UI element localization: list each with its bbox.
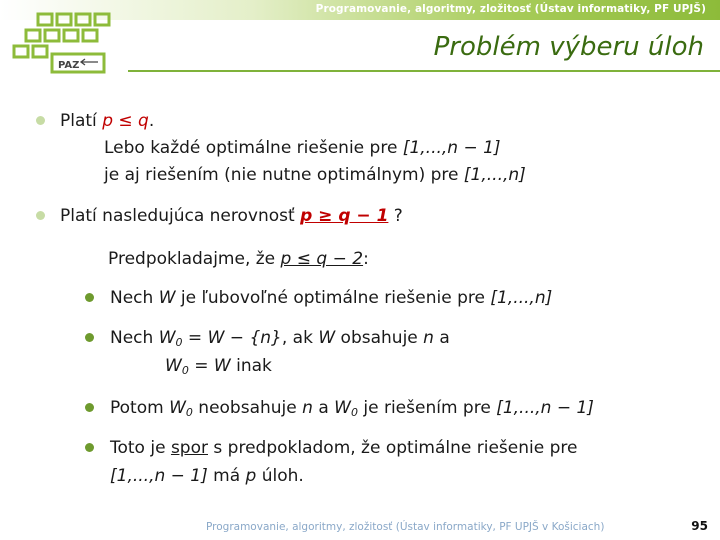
bullet-1: Platí p ≤ q.	[60, 111, 155, 131]
assumption: Predpokladajme, že p ≤ q − 2:	[108, 249, 369, 269]
bullet-1-line-2: Lebo každé optimálne riešenie pre [1,...,n − 1]	[104, 138, 501, 158]
sub-bullet-dot	[85, 333, 94, 342]
banner-text: Programovanie, algoritmy, zložitosť (Ústav informatiky, PF UPJŠ)	[315, 3, 706, 15]
sub-bullet-dot	[85, 443, 94, 452]
sub-bullet-dot	[85, 293, 94, 302]
sub-bullet-4-line-2: [1,...,n − 1] má p úloh.	[110, 466, 304, 486]
logo-text: PAZ	[58, 60, 80, 71]
page-number: 95	[691, 519, 708, 533]
title-underline	[128, 70, 720, 72]
sub-bullet-1: Nech W je ľubovoľné optimálne riešenie pre [1,...,n]	[110, 288, 553, 308]
sub-bullet-3: Potom $W_0$ neobsahuje n a $W_0$ je riešením pre [1,...,n − 1]	[110, 398, 594, 419]
slide-title: Problém výberu úloh	[433, 32, 704, 62]
footer-text: Programovanie, algoritmy, zložitosť (Ústav informatiky, PF UPJŠ v Košiciach)	[206, 521, 605, 533]
sub-bullet-2-line-2: $W_0 = W$ inak	[165, 356, 272, 377]
bullet-dot	[36, 211, 45, 220]
sub-bullet-dot	[85, 403, 94, 412]
bullet-2: Platí nasledujúca nerovnosť p ≥ q − 1 ?	[60, 206, 403, 226]
bullet-1-line-3: je aj riešením (nie nutne optimálnym) pre [1,...,n]	[104, 165, 526, 185]
bullet-dot	[36, 116, 45, 125]
sub-bullet-4: Toto je spor s predpokladom, že optimálne riešenie pre	[110, 438, 578, 458]
paz-logo	[10, 10, 120, 78]
sub-bullet-2: Nech $W_0 = W - \{n\}$, ak W obsahuje n a	[110, 328, 450, 349]
